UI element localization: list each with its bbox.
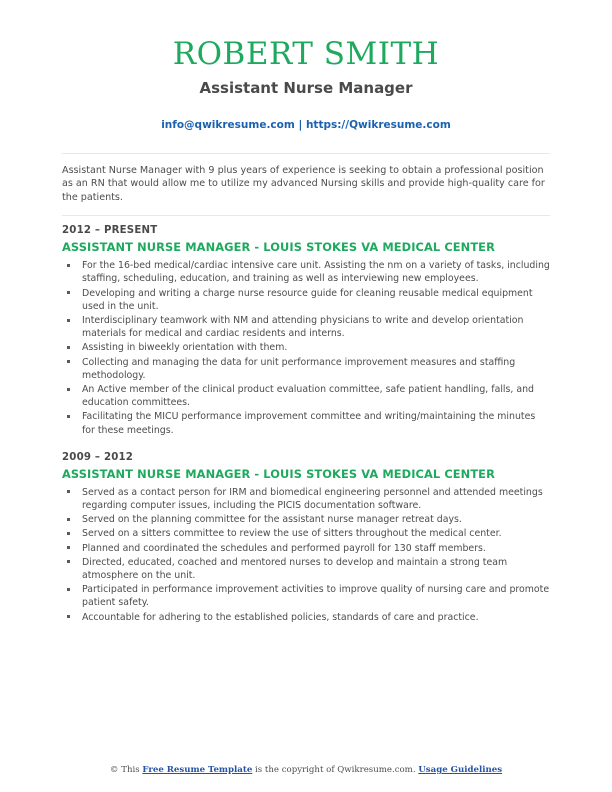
bullet-text: Participated in performance improvement activities to improve quality of nursing care and promote patient safety. bbox=[82, 584, 550, 609]
bullet-point-icon bbox=[67, 388, 70, 391]
experience-bullet-list bbox=[62, 486, 550, 624]
experience-bullet-list bbox=[62, 259, 550, 437]
bullet-text: Directed, educated, coached and mentored nurses to develop and maintain a strong team atmosphere on the unit. bbox=[82, 556, 508, 582]
bullet-point-icon bbox=[67, 415, 70, 418]
bullet-text: Accountable for adhering to the established policies, standards of care and practice. bbox=[82, 611, 479, 623]
list-item bbox=[62, 356, 550, 382]
bullet-point-icon bbox=[67, 291, 70, 294]
experience-entry-1 bbox=[62, 224, 550, 437]
bullet-point-icon bbox=[67, 532, 70, 535]
bullet-text: Served on the planning committee for the assistant nurse manager retreat days. bbox=[82, 514, 462, 526]
summary-divider bbox=[62, 215, 550, 216]
candidate-job-title: Assistant Nurse Manager bbox=[199, 79, 413, 97]
list-item bbox=[62, 542, 550, 555]
summary-paragraph: Assistant Nurse Manager with 9 plus years of experience is seeking to obtain a professional position as an RN that would allow me to utilize my advanced Nursing skills and provide high-quality care for the patients. bbox=[62, 165, 545, 203]
candidate-name: ROBERT SMITH bbox=[172, 36, 440, 72]
bullet-point-icon bbox=[67, 546, 70, 549]
list-item bbox=[62, 314, 550, 340]
bullet-point-icon bbox=[67, 560, 70, 563]
bullet-point-icon bbox=[67, 264, 70, 267]
list-item bbox=[62, 287, 550, 313]
experience-job-heading: ASSISTANT NURSE MANAGER - LOUIS STOKES VA MEDICAL CENTER bbox=[62, 466, 495, 481]
list-item bbox=[62, 383, 550, 409]
experience-dates: 2009 – 2012 bbox=[62, 451, 134, 463]
bullet-text: Collecting and managing the data for unit performance improvement measures and staffing methodology. bbox=[82, 356, 516, 381]
list-item bbox=[62, 611, 550, 624]
bullet-text: Planned and coordinated the schedules and performed payroll for 130 staff members. bbox=[82, 542, 486, 554]
bullet-text: Facilitating the MICU performance improvement committee and writing/maintaining the minutes for these meetings. bbox=[82, 411, 536, 436]
bullet-point-icon bbox=[67, 360, 70, 363]
list-item bbox=[62, 486, 550, 512]
free-resume-template-link[interactable]: Free Resume Template bbox=[142, 765, 253, 775]
bullet-text: An Active member of the clinical product evaluation committee, safe patient handling, falls, and education committees. bbox=[82, 384, 535, 409]
list-item bbox=[62, 410, 550, 436]
bullet-text: Interdisciplinary teamwork with NM and attending physicians to write and develop orientation materials for medical and cardiac residents and interns. bbox=[82, 315, 524, 340]
experience-dates: 2012 – PRESENT bbox=[62, 225, 158, 237]
bullet-point-icon bbox=[67, 346, 70, 349]
list-item bbox=[62, 513, 550, 526]
list-item bbox=[62, 259, 550, 285]
list-item bbox=[62, 527, 550, 540]
footer-prefix-text: This bbox=[121, 765, 140, 775]
list-item bbox=[62, 556, 550, 582]
bullet-text: Assisting in biweekly orientation with them. bbox=[82, 342, 288, 354]
bullet-point-icon bbox=[67, 319, 70, 322]
list-item bbox=[62, 341, 550, 354]
list-item bbox=[62, 583, 550, 609]
experience-job-heading: ASSISTANT NURSE MANAGER - LOUIS STOKES VA MEDICAL CENTER bbox=[62, 240, 495, 255]
bullet-point-icon bbox=[67, 518, 70, 521]
bullet-text: For the 16-bed medical/cardiac intensive care unit. Assisting the nm on a variety of tasks, including staffing, scheduling, education, and training as well as interviewing new employees. bbox=[82, 260, 550, 285]
resume-header bbox=[62, 0, 550, 132]
bullet-point-icon bbox=[67, 588, 70, 591]
bullet-text: Developing and writing a charge nurse resource guide for cleaning reusable medical equipment used in the unit. bbox=[82, 287, 533, 312]
experience-entry-2 bbox=[62, 451, 550, 624]
bullet-point-icon bbox=[67, 615, 70, 618]
bullet-point-icon bbox=[67, 490, 70, 493]
candidate-contact-line[interactable]: info@qwikresume.com | https://Qwikresume.com bbox=[161, 119, 451, 131]
copyright-symbol: © bbox=[109, 765, 119, 775]
bullet-text: Served as a contact person for IRM and biomedical engineering personnel and attended meetings regarding computer issues, including the PICIS documentation software. bbox=[82, 486, 543, 512]
usage-guidelines-link[interactable]: Usage Guidelines bbox=[418, 765, 503, 775]
footer-middle-text: is the copyright of Qwikresume.com. bbox=[255, 765, 416, 775]
bullet-text: Served on a sitters committee to review the use of sitters throughout the medical center. bbox=[82, 528, 502, 540]
page-footer bbox=[0, 764, 612, 776]
header-divider bbox=[62, 153, 550, 154]
